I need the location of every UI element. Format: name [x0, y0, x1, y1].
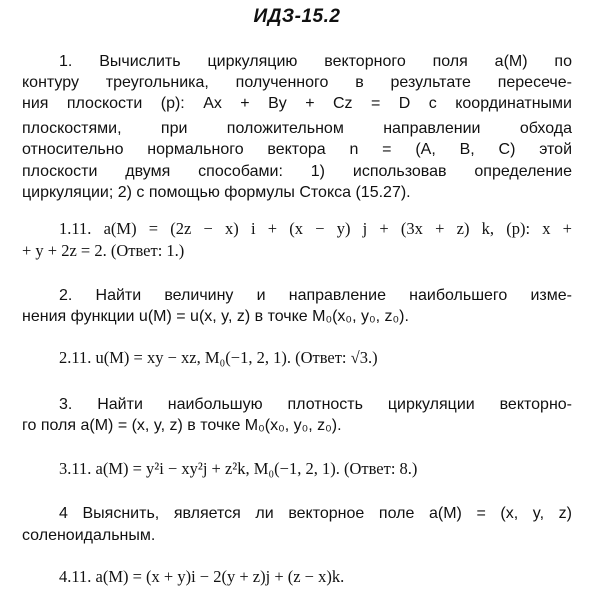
task-1-line-1: 1. Вычислить циркуляцию векторного поля a(M) по [59, 53, 572, 70]
task-1-line-5: относительно нормального вектора n = (A, B, C) этой [22, 141, 572, 158]
task-2-line-1: 2. Найти величину и направление наибольшего изме- [59, 287, 572, 304]
page-title: ИДЗ-15.2 [253, 6, 341, 27]
task-1-line-7: циркуляции; 2) с помощью формулы Стокса (15.27). [22, 184, 411, 201]
task-4-example: 4.11. a(M) = (x + y)i − 2(y + z)j + (z − x)k. [59, 567, 345, 586]
task-1-line-6: плоскости двумя способами: 1) использовав определение [22, 163, 572, 180]
task-2-line-2: нения функции u(M) = u(x, y, z) в точке M₀(x₀, y₀, z₀). [22, 308, 409, 325]
task-4-line-2: соленоидальным. [22, 527, 156, 544]
task-1-example-line-1: 1.11. a(M) = (2z − x) i + (x − y) j + (3x + z) k, (p): x + [59, 219, 572, 238]
task-4-line-1: 4 Выяснить, является ли векторное поле a(M) = (x, y, z) [59, 505, 572, 522]
task-3-line-1: 3. Найти наибольшую плотность циркуляции векторно- [59, 396, 572, 413]
task-1-line-2: контуру треугольника, полученного в результате пересече- [22, 74, 572, 91]
task-3-line-2: го поля a(M) = (x, y, z) в точке M₀(x₀, y₀, z₀). [22, 417, 342, 434]
task-1-line-4: плоскостями, при положительном направлении обхода [22, 120, 572, 137]
task-1-example-line-2: + y + 2z = 2. (Ответ: 1.) [22, 241, 185, 260]
task-2-example: 2.11. u(M) = xy − xz, M₀(−1, 2, 1). (Ответ: √3.) [59, 348, 378, 367]
task-3-example: 3.11. a(M) = y²i − xy²j + z²k, M₀(−1, 2, 1). (Ответ: 8.) [59, 459, 418, 478]
task-1-line-3: ния плоскости (p): Ax + By + Cz = D с координатными [22, 95, 572, 112]
